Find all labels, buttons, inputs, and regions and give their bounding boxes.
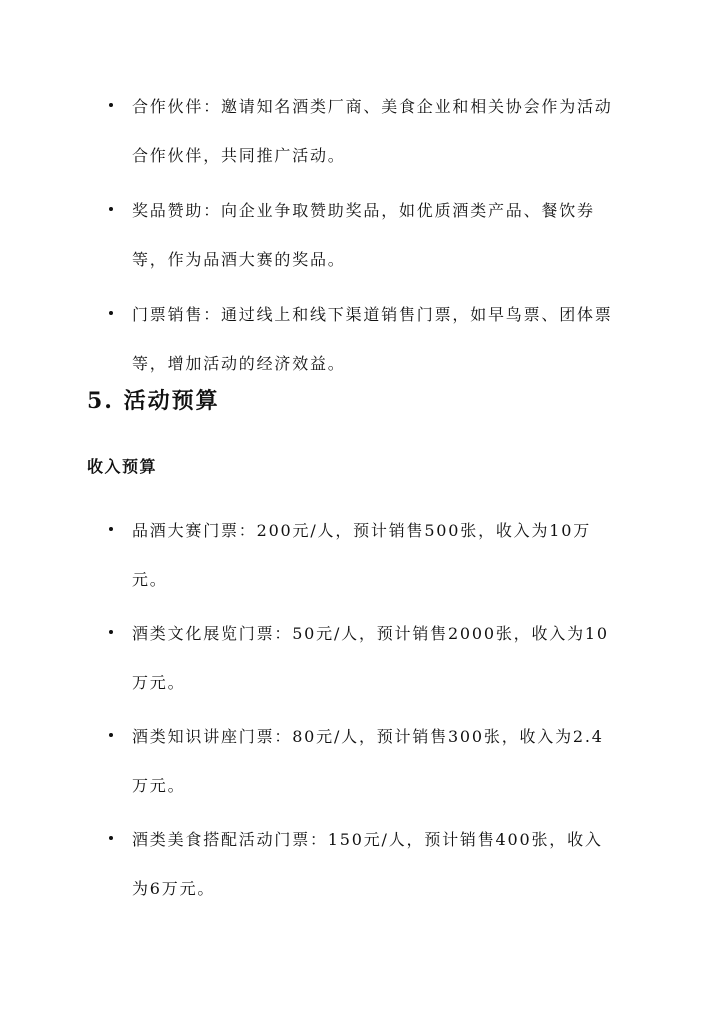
list-item	[104, 82, 620, 180]
list-item-text: 酒类文化展览门票：50元/人，预计销售2000张，收入为10万元。	[132, 624, 609, 692]
list-item-text: 酒类美食搭配活动门票：150元/人，预计销售400张，收入为6万元。	[132, 830, 603, 898]
list-item-text: 奖品赞助：向企业争取赞助奖品，如优质酒类产品、餐饮券等，作为品酒大赛的奖品。	[132, 201, 595, 269]
bullet-icon	[109, 527, 113, 531]
list-item-text: 门票销售：通过线上和线下渠道销售门票，如早鸟票、团体票等，增加活动的经济效益。	[132, 305, 613, 373]
section-heading: 5. 活动预算	[87, 388, 220, 414]
list-item	[104, 506, 620, 604]
bullet-icon	[109, 207, 113, 211]
list-item-text: 酒类知识讲座门票：80元/人，预计销售300张，收入为2.4万元。	[132, 727, 604, 795]
list-item	[104, 815, 620, 913]
bullet-icon	[109, 733, 113, 737]
list-item	[104, 712, 620, 810]
bullet-icon	[109, 103, 113, 107]
list-item-text: 合作伙伴：邀请知名酒类厂商、美食企业和相关协会作为活动合作伙伴，共同推广活动。	[132, 97, 613, 165]
subsection-heading: 收入预算	[87, 457, 158, 476]
list-item	[104, 290, 620, 388]
list-item	[104, 186, 620, 284]
bullet-icon	[109, 311, 113, 315]
sponsorship-list	[104, 82, 620, 394]
list-item	[104, 609, 620, 707]
income-budget-list	[104, 506, 620, 918]
list-item-text: 品酒大赛门票：200元/人，预计销售500张，收入为10万元。	[132, 521, 592, 589]
bullet-icon	[109, 836, 113, 840]
bullet-icon	[109, 630, 113, 634]
